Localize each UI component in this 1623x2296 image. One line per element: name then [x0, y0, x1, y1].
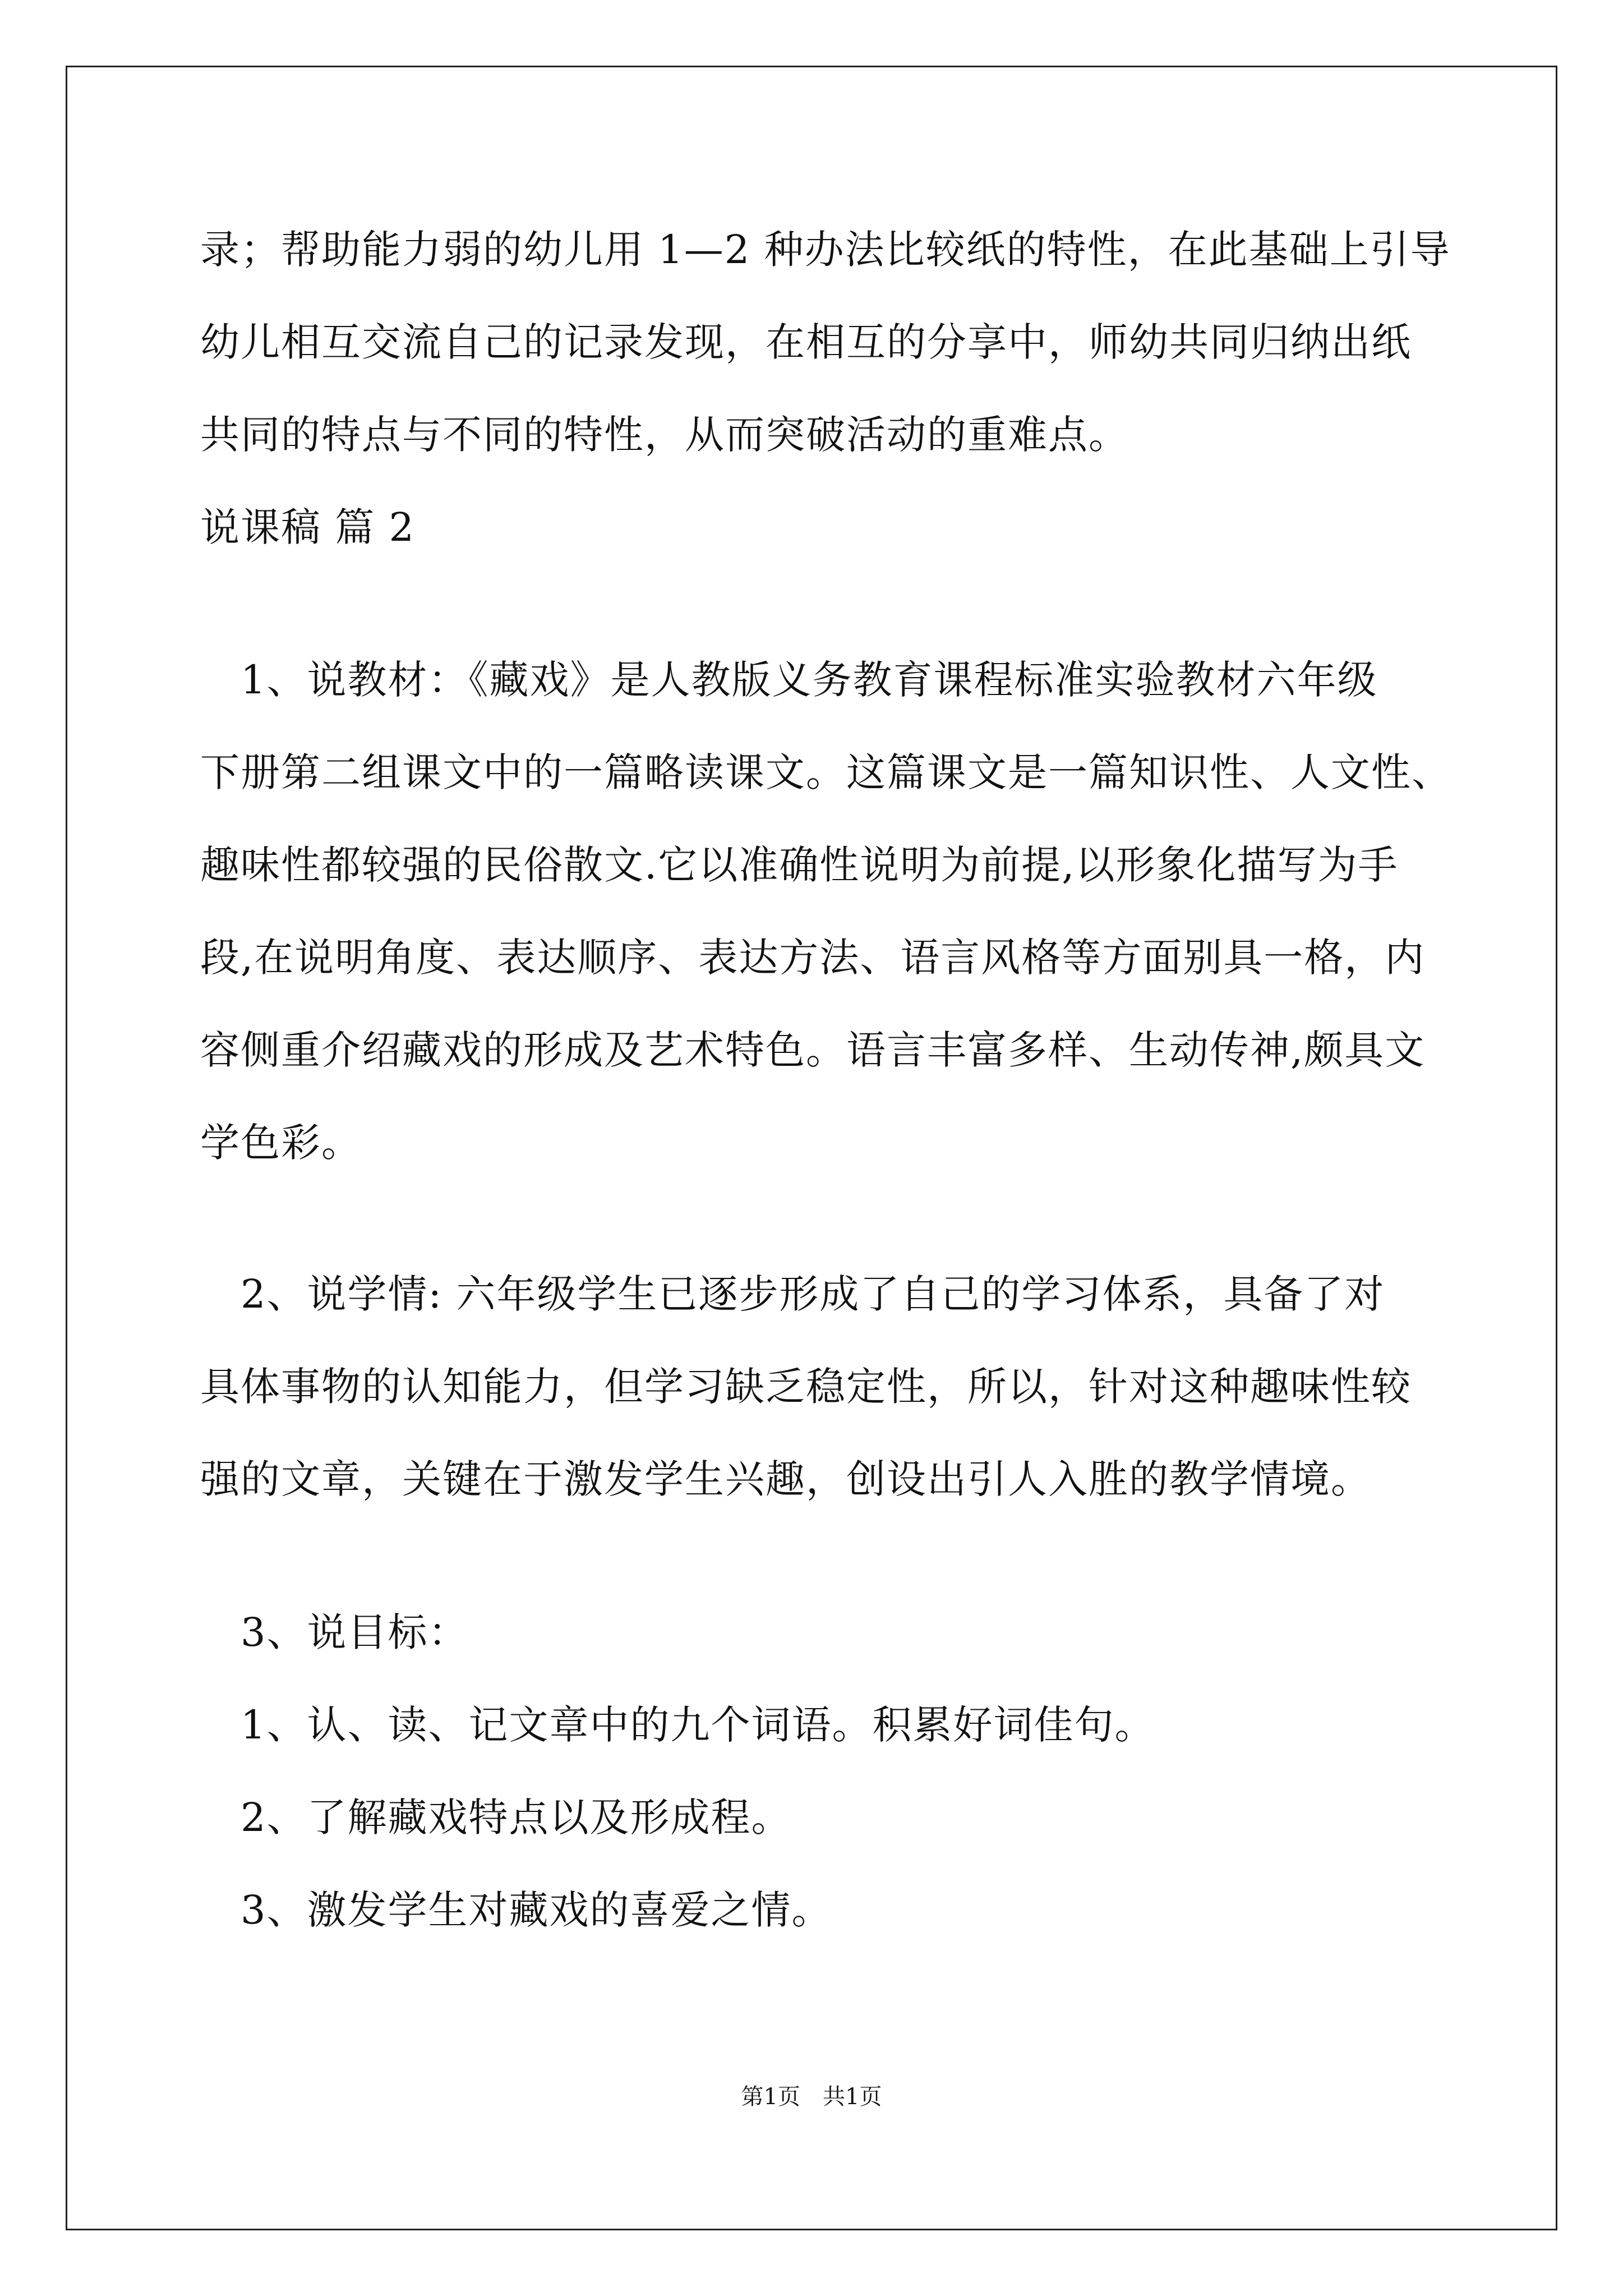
paragraph-line: 3、说目标：: [200, 1609, 469, 1655]
paragraph-line: 趣味性都较强的民俗散文.它以准确性说明为前提,以形象化描写为手: [200, 842, 1399, 888]
paragraph-line: 学色彩。: [200, 1120, 362, 1166]
paragraph-line: 录；帮助能力弱的幼儿用 1—2 种办法比较纸的特性，在此基础上引导: [200, 227, 1451, 273]
paragraph-line: 具体事物的认知能力，但学习缺乏稳定性，所以，针对这种趣味性较: [200, 1364, 1412, 1410]
paragraph-line: 1、说教材：《藏戏》是人教版义务教育课程标准实验教材六年级: [200, 657, 1378, 703]
paragraph-line: 下册第二组课文中的一篇略读课文。这篇课文是一篇知识性、人文性、: [200, 749, 1452, 795]
section-heading: 说课稿 篇 2: [200, 504, 416, 550]
paragraph-line: 段,在说明角度、表达顺序、表达方法、语言风格等方面别具一格，内: [200, 935, 1426, 981]
paragraph-line: 强的文章，关键在于激发学生兴趣，创设出引人入胜的教学情境。: [200, 1456, 1371, 1502]
list-item: 1、认、读、记文章中的九个词语。积累好词佳句。: [200, 1702, 1155, 1748]
paragraph-line: 共同的特点与不同的特性，从而突破活动的重难点。: [200, 412, 1129, 458]
list-item: 2、了解藏戏特点以及形成程。: [200, 1795, 792, 1841]
paragraph-line: 容侧重介绍藏戏的形成及艺术特色。语言丰富多样、生动传神,颇具文: [200, 1027, 1426, 1073]
paragraph-line: 2、说学情: 六年级学生已逐步形成了自己的学习体系，具备了对: [200, 1271, 1385, 1317]
paragraph-line: 幼儿相互交流自己的记录发现，在相互的分享中，师幼共同归纳出纸: [200, 319, 1412, 365]
page-footer: 第1页 共1页: [741, 2084, 882, 2110]
list-item: 3、激发学生对藏戏的喜爱之情。: [200, 1887, 832, 1933]
